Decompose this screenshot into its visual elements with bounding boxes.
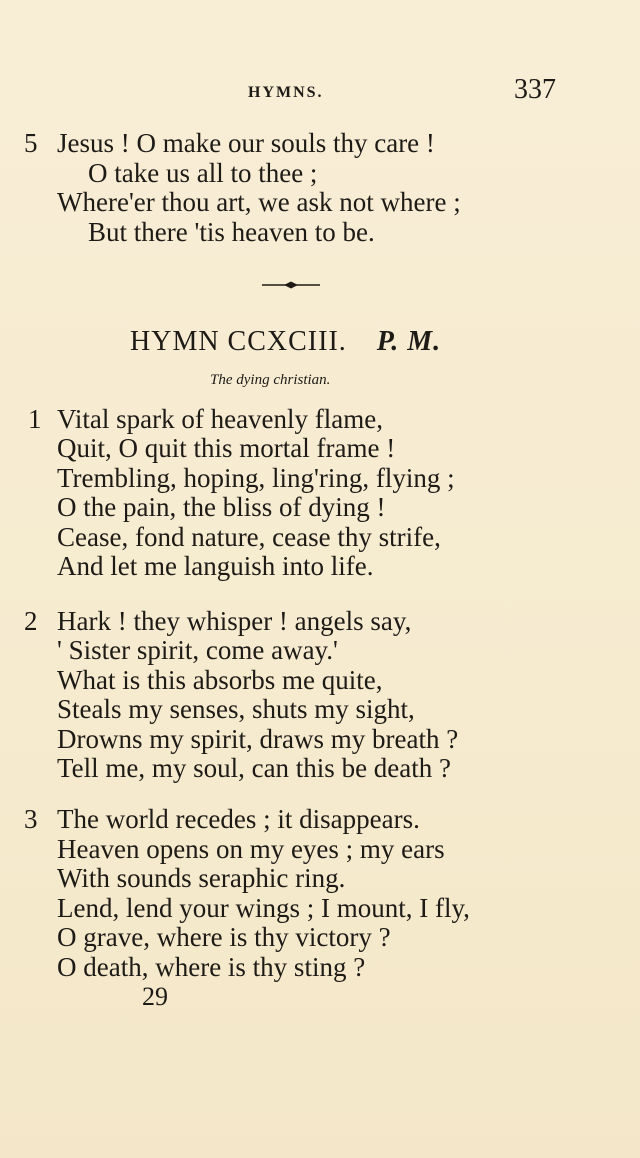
verse-line: The world recedes ; it disappears. [57,804,420,834]
running-head: HYMNS. [248,84,324,101]
verse-line: O take us all to thee ; [88,158,318,188]
verse-line: Drowns my spirit, draws my breath ? [57,724,459,754]
verse-line: Quit, O quit this mortal frame ! [57,433,396,463]
stanza-number: 3 [24,804,38,834]
verse-line: Heaven opens on my eyes ; my ears [57,834,445,864]
verse-line: Cease, fond nature, cease thy strife, [57,522,441,552]
signature-mark: 29 [142,982,168,1011]
verse-line: O the pain, the bliss of dying ! [57,492,386,522]
hymn-number: HYMN CCXCIII. [130,326,347,357]
verse-line: Hark ! they whisper ! angels say, [57,606,412,636]
verse-line: O death, where is thy sting ? [57,952,366,982]
hymn-title [130,326,441,358]
hymn-subtitle: The dying christian. [210,372,331,388]
verse-line: What is this absorbs me quite, [57,665,383,695]
stanza-number: 5 [24,128,38,158]
verse-line: With sounds seraphic ring. [57,863,346,893]
verse-line: Vital spark of heavenly flame, [57,404,384,434]
verse-line: But there 'tis heaven to be. [88,217,375,247]
page-number: 337 [514,74,556,105]
verse-line: Tell me, my soul, can this be death ? [57,753,452,783]
verse-line: Jesus ! O make our souls thy care ! [57,128,435,158]
verse-line: Lend, lend your wings ; I mount, I fly, [57,893,470,923]
stanza-number: 2 [24,606,38,636]
ornament-divider-icon [262,280,320,290]
verse-line: ' Sister spirit, come away.' [57,635,338,665]
verse-line: Where'er thou art, we ask not where ; [57,187,461,217]
verse-line: Trembling, hoping, ling'ring, flying ; [57,463,455,493]
verse-line: And let me languish into life. [57,551,374,581]
stanza-number: 1 [28,404,42,434]
hymn-meter: P. M. [376,326,442,357]
verse-line: O grave, where is thy victory ? [57,922,391,952]
verse-line: Steals my senses, shuts my sight, [57,694,415,724]
